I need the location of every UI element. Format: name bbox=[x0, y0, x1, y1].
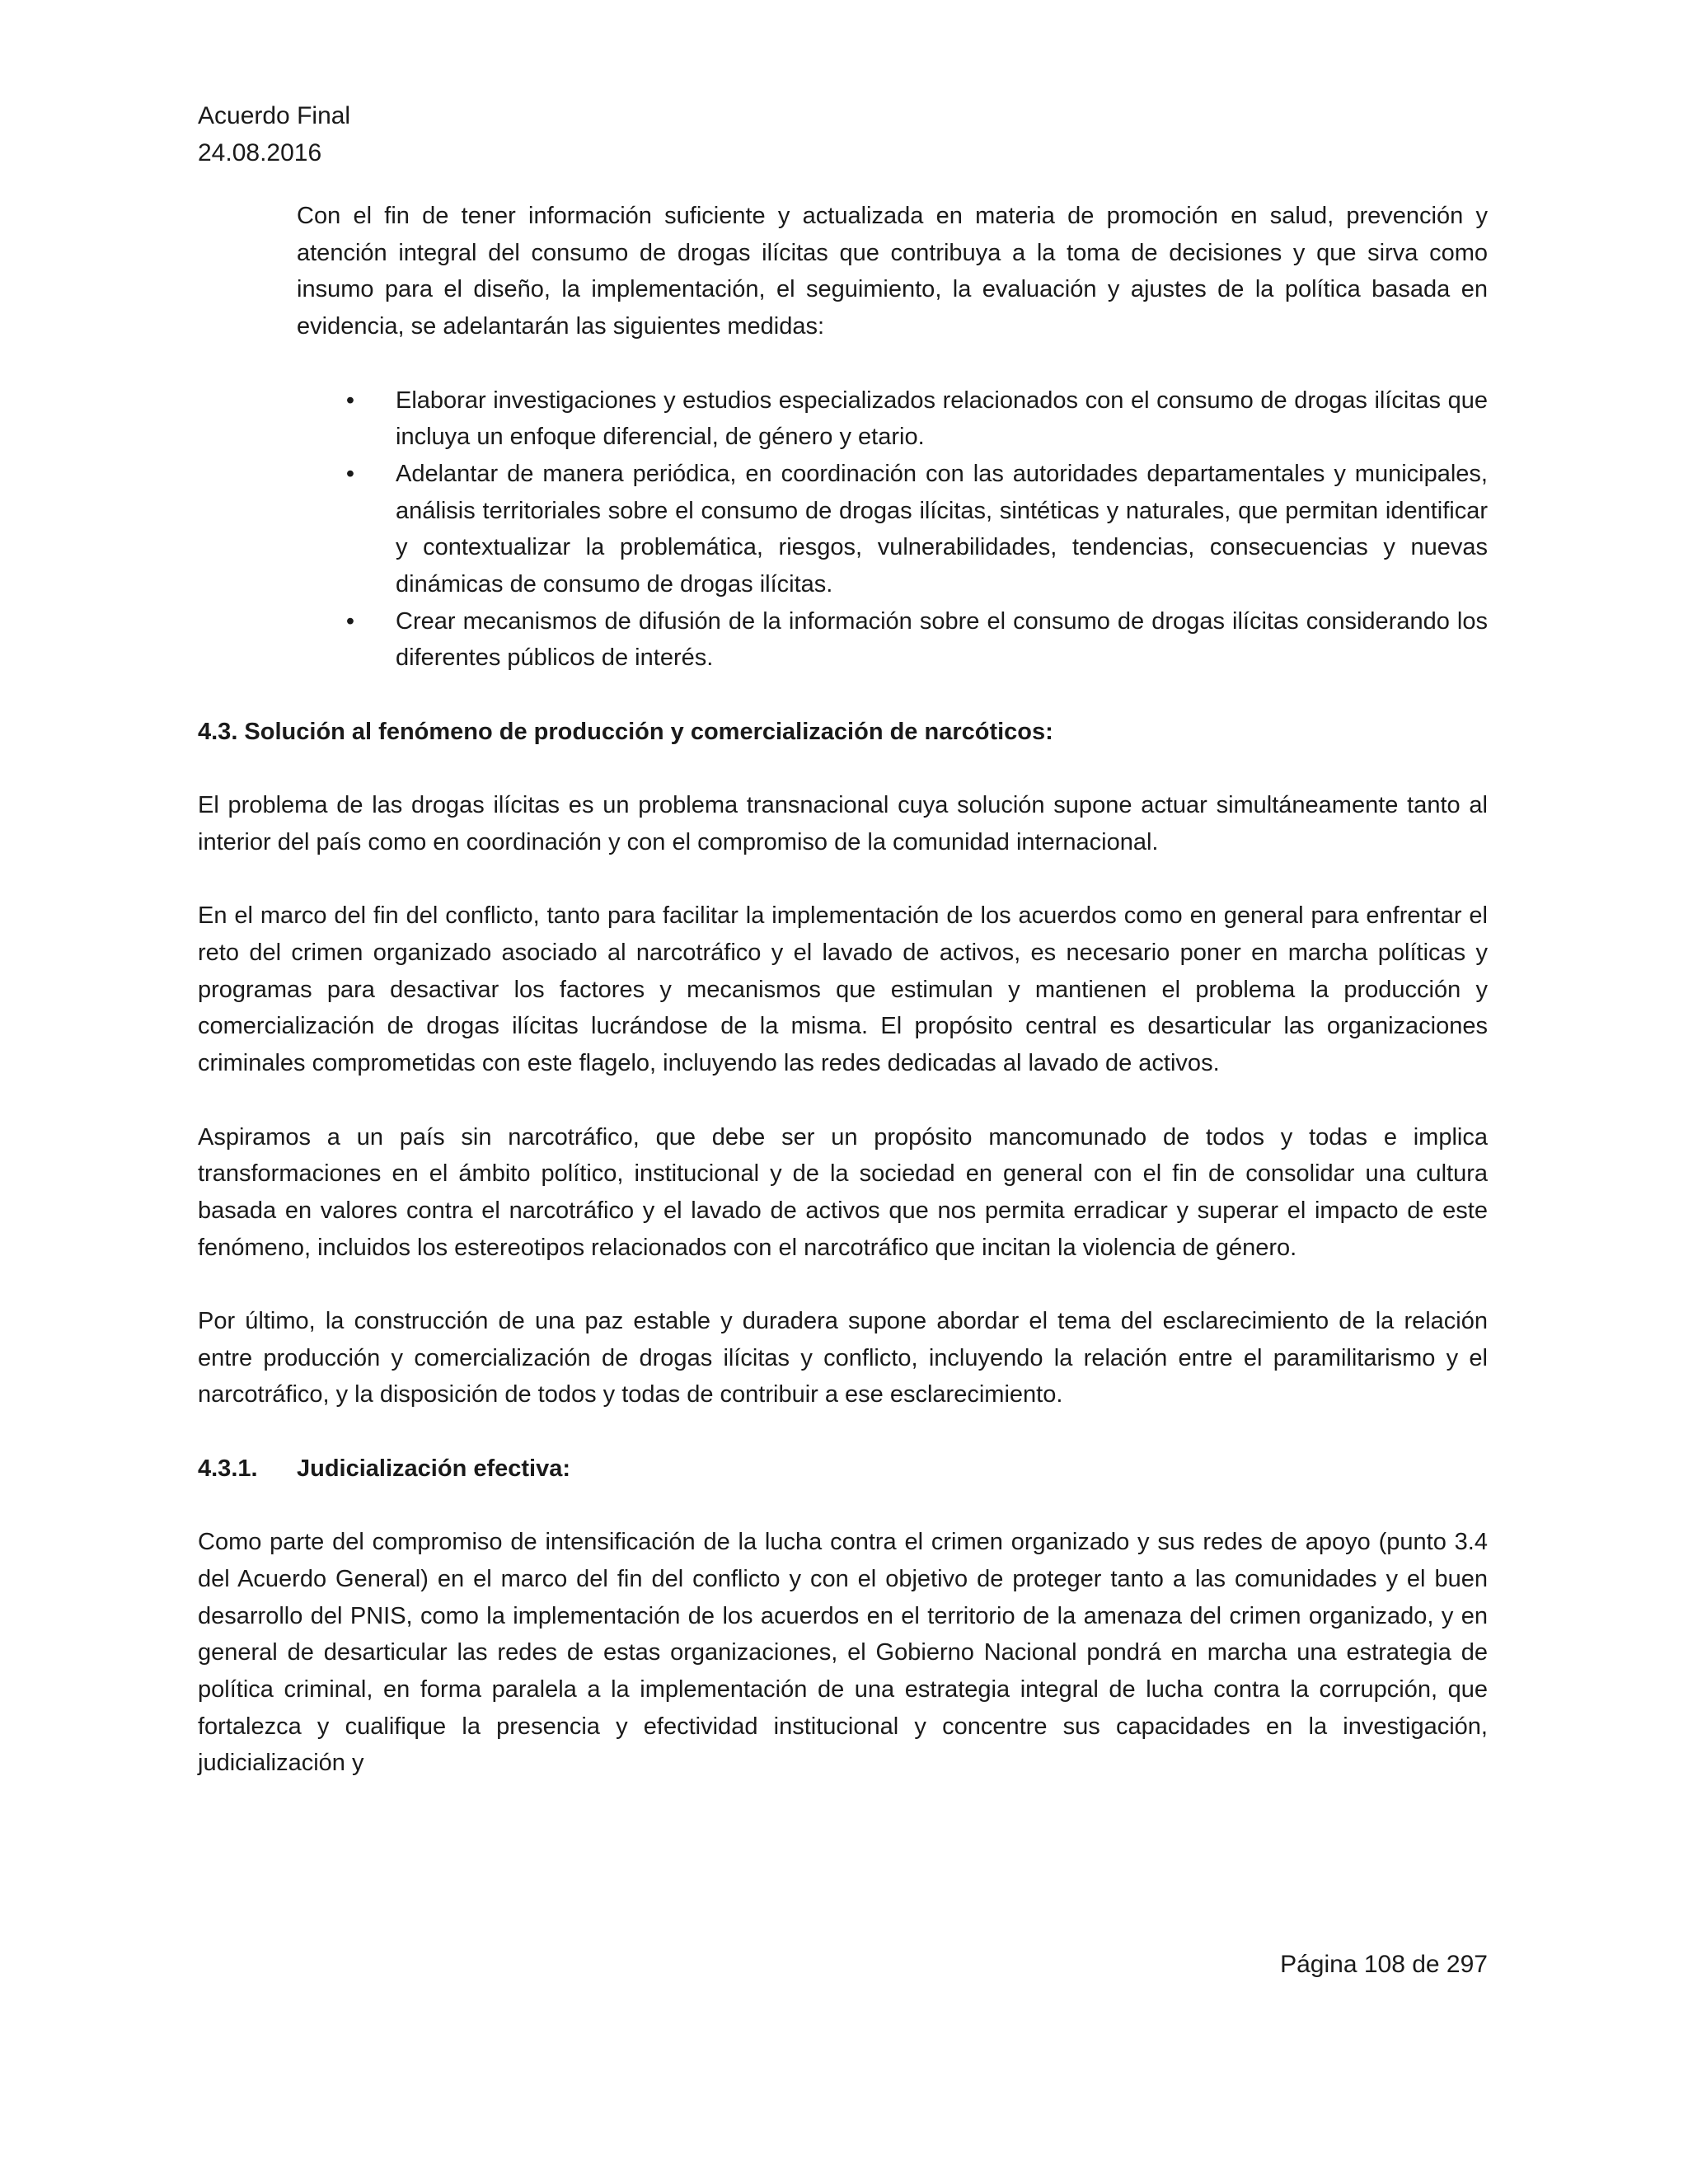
intro-block bbox=[297, 198, 1488, 345]
page-number: Página 108 de 297 bbox=[1280, 1951, 1488, 1978]
document-title: Acuerdo Final bbox=[198, 102, 351, 129]
list-item bbox=[345, 603, 1488, 677]
measures-list bbox=[198, 382, 1488, 677]
section-paragraph: Como parte del compromiso de intensificación de la lucha contra el crimen organizado y sus redes de apoyo (punto 3.4 del Acuerdo General) en el marco del fin del conflicto y con el objetivo de proteger tanto a las comunidades y el buen desarrollo del PNIS, como la implementación de los acuerdos en el territorio de la amenaza del crimen organizado, y en general de desarticular las redes de estas organizaciones, el Gobierno Nacional pondrá en marcha una estrategia de política criminal, en forma paralela a la implementación de una estrategia integral de lucha contra la corrupción, que fortalezca y cualifique la presencia y efectividad institucional y concentre sus capacidades en la investigación, judicialización y bbox=[198, 1529, 1488, 1777]
bullet-icon: • bbox=[345, 387, 355, 414]
list-item bbox=[345, 382, 1488, 456]
section-paragraph: El problema de las drogas ilícitas es un problema transnacional cuya solución supone actuar simultáneamente tanto al interior del país como en coordinación y con el compromiso de la comunidad internacional. bbox=[198, 792, 1488, 855]
section-heading-4-3: 4.3. Solución al fenómeno de producción y comercialización de narcóticos: bbox=[198, 718, 1053, 745]
list-item-text: Elaborar investigaciones y estudios especializados relacionados con el consumo de drogas ilícitas que incluya un enfoque diferencial, de género y etario. bbox=[396, 387, 1488, 451]
document-date: 24.08.2016 bbox=[198, 139, 322, 166]
page-body bbox=[198, 198, 1488, 1782]
list-item-text: Crear mecanismos de difusión de la información sobre el consumo de drogas ilícitas considerando los diferentes públicos de interés. bbox=[396, 607, 1488, 672]
section-paragraph: Aspiramos a un país sin narcotráfico, que debe ser un propósito mancomunado de todos y todas e implica transformaciones en el ámbito político, institucional y de la sociedad en general con el fin de consolidar una cultura basada en valores contra el narcotráfico y el lavado de activos que nos permita erradicar y superar el impacto de este fenómeno, incluidos los estereotipos relacionados con el narcotráfico que incitan la violencia de género. bbox=[198, 1123, 1488, 1261]
bullet-icon: • bbox=[345, 460, 355, 487]
list-item bbox=[345, 456, 1488, 603]
section-number: 4.3.1. bbox=[198, 1455, 258, 1482]
section-paragraph: Por último, la construcción de una paz estable y duradera supone abordar el tema del esclarecimiento de la relación entre producción y comercialización de drogas ilícitas y conflicto, incluyendo la relación entre el paramilitarismo y el narcotráfico, y la disposición de todos y todas de contribuir a ese esclarecimiento. bbox=[198, 1308, 1488, 1408]
page-header bbox=[198, 97, 350, 171]
section-heading-4-3-1 bbox=[198, 1451, 1488, 1488]
list-item-text: Adelantar de manera periódica, en coordinación con las autoridades departamentales y municipales, análisis territoriales sobre el consumo de drogas ilícitas, sintéticas y naturales, que permitan identificar y contextualizar la problemática, riesgos, vulnerabilidades, tendencias, consecuencias y nuevas dinámicas de consumo de drogas ilícitas. bbox=[396, 460, 1488, 598]
section-title: Judicialización efectiva: bbox=[297, 1455, 571, 1482]
bullet-icon: • bbox=[345, 607, 355, 635]
intro-paragraph: Con el fin de tener información suficiente y actualizada en materia de promoción en salud, prevención y atención integral del consumo de drogas ilícitas que contribuya a la toma de decisiones y que sirva como insumo para el diseño, la implementación, el seguimiento, la evaluación y ajustes de la política basada en evidencia, se adelantarán las siguientes medidas: bbox=[297, 203, 1488, 340]
section-paragraph: En el marco del fin del conflicto, tanto para facilitar la implementación de los acuerdos como en general para enfrentar el reto del crimen organizado asociado al narcotráfico y el lavado de activos, es necesario poner en marcha políticas y programas para desactivar los factores y mecanismos que estimulan y mantienen el problema la producción y comercialización de drogas ilícitas lucrándose de la misma. El propósito central es desarticular las organizaciones criminales comprometidas con este flagelo, incluyendo las redes dedicadas al lavado de activos. bbox=[198, 902, 1488, 1077]
